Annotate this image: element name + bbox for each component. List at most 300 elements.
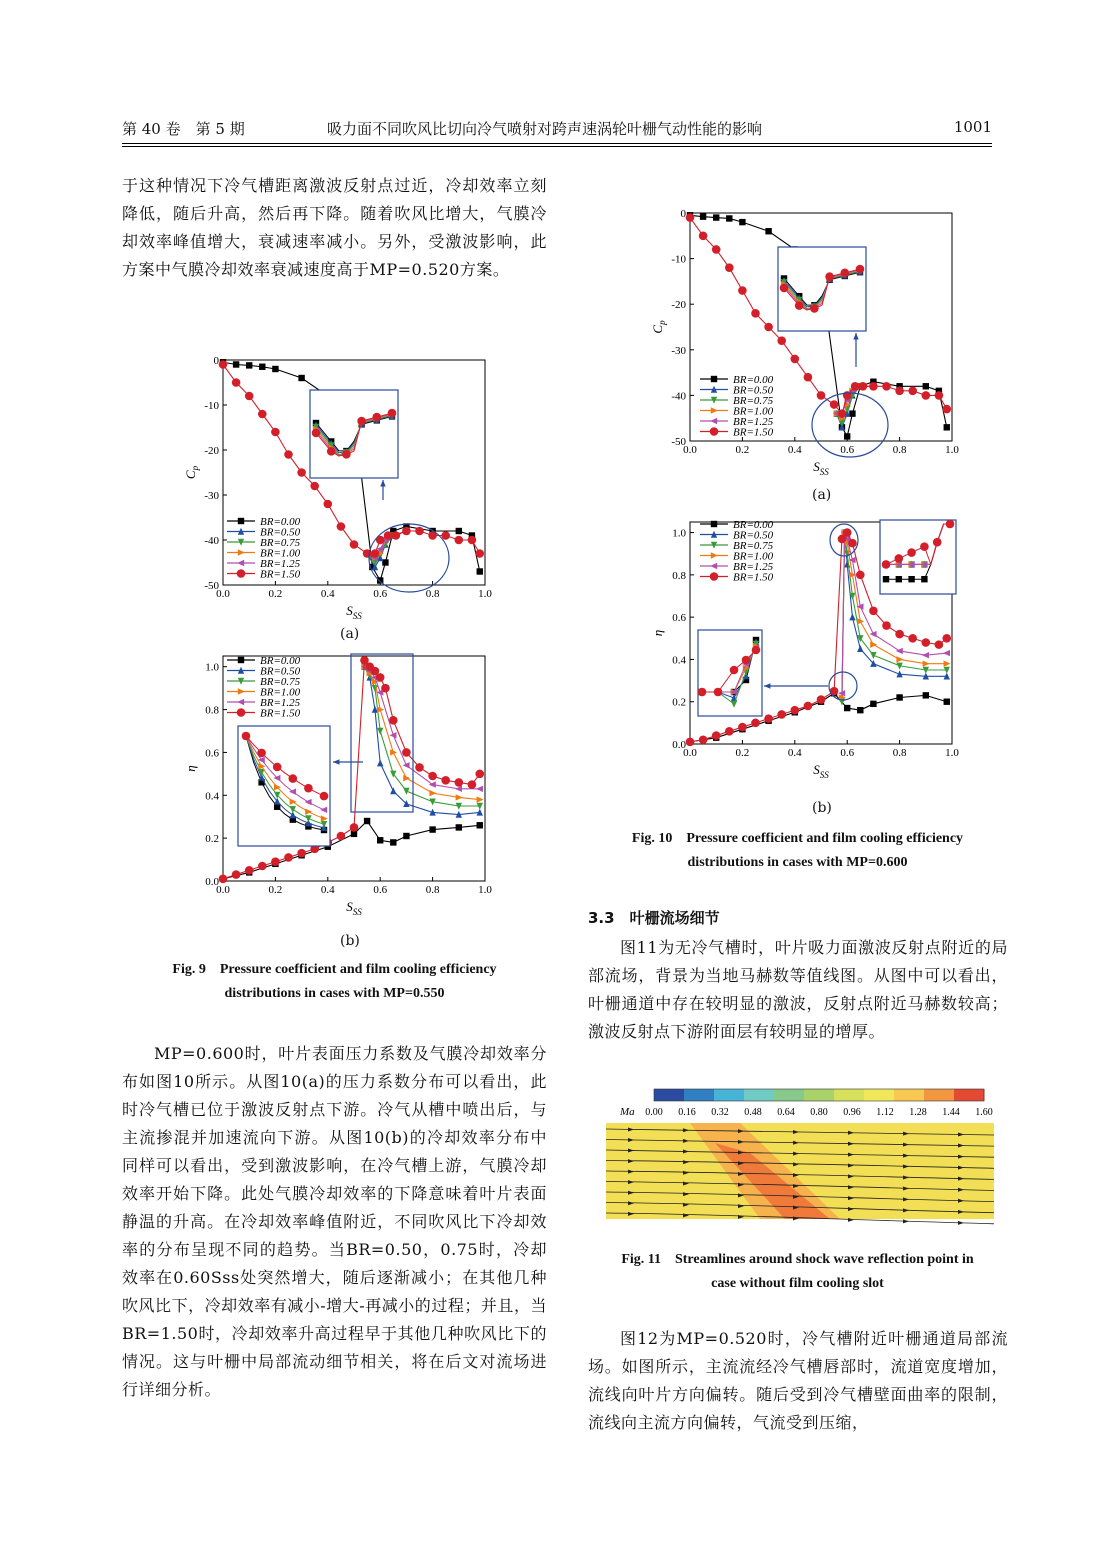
colorbar-segment [824,1089,835,1101]
data-point [475,549,484,558]
legend [227,655,301,720]
y-tick-label: 0.0 [205,876,219,888]
y-tick-label: 0.2 [205,833,219,846]
colorbar-segment [934,1089,945,1101]
x-tick-label: 1.0 [478,884,492,896]
legend-marker [710,572,719,581]
data-point [817,695,826,704]
data-point [324,500,333,509]
inset-point [388,409,397,418]
data-point [848,539,857,548]
paragraph-right-bottom: 图12为MP=0.520时，冷气槽附近叶栅通道局部流场。如图所示，主流流经冷气槽唇部时，流道宽度增加，流线向叶片方向偏转。随后受到冷气槽壁面曲率的限制，流线向主流方向偏转，气流受到压缩， [588,1329,1008,1432]
data-point [377,728,383,735]
data-point [337,832,346,841]
data-point [271,857,280,866]
colorbar-segment [804,1089,815,1101]
y-tick-label: -40 [671,390,686,403]
colorbar-segment [714,1089,725,1101]
colorbar-segment [894,1089,905,1101]
colorbar-tick: 0.16 [678,1107,696,1118]
x-tick-label: 0.0 [216,884,230,896]
colorbar-segment [864,1089,875,1101]
paragraph-left-top: 于这种情况下冷气槽距离激波反射点过近，冷却效率立刻降低，随后升高，然后再下降。随着吹风比增大，气膜冷却效率峰值增大，衰减速率减小。另外，受激波影响，此方案中气膜冷却效率衰减速度高于MP=0.520方案。 [122,176,547,279]
data-point [403,762,410,768]
legend-label: BR=1.00 [733,550,774,563]
fig9b-chart [165,648,505,938]
colorbar-tick: 0.00 [645,1107,663,1118]
y-tick-label: 0.4 [672,654,686,667]
data-point [712,731,721,740]
colorbar-segment [944,1089,955,1101]
data-point [402,748,411,757]
colorbar-segment [774,1089,785,1101]
data-point [849,410,855,416]
colorbar-segment [884,1089,895,1101]
data-point [725,727,734,736]
legend-label: BR=0.75 [260,676,301,688]
data-point [390,787,396,794]
x-tick-label: 0.4 [320,884,335,896]
data-point [245,866,254,875]
legend-marker [237,708,246,717]
data-point [896,656,903,662]
data-point [944,424,950,430]
y-tick-label: -10 [204,400,219,412]
data-point [284,450,293,459]
x-axis-label-sub: SS [819,467,829,477]
series-BR=0.50 [361,663,483,818]
data-point [804,373,813,382]
legend-label: BR=0.00 [733,519,774,531]
colorbar-segment [964,1089,975,1101]
colorbar-segment [794,1089,805,1101]
x-axis-label: $S_{SS}$ [813,459,829,477]
x-tick-label: 0.8 [892,747,907,759]
legend-marker [238,657,244,663]
data-point [725,263,734,272]
series-BR=1.25 [361,664,483,793]
y-tick-label: -30 [671,344,686,357]
legend-label: BR=1.00 [260,547,301,560]
legend-label: BR=1.50 [260,568,301,581]
inset-point [895,554,904,563]
inset-point [257,749,266,758]
data-point [923,660,930,666]
inset-point [730,666,739,675]
data-point [686,213,695,222]
legend-label: BR=0.00 [733,374,774,386]
colorbar-tick: 1.12 [876,1107,894,1118]
legend-label: BR=1.25 [260,558,301,570]
x-tick-label: 0.8 [425,588,440,600]
data-point [935,640,944,649]
data-point [258,410,267,419]
data-point [415,527,424,536]
data-point [908,387,917,396]
x-axis-label: $S_{SS}$ [813,762,829,780]
zoom-circle-2 [829,672,857,700]
y-tick-label: 0.6 [205,747,219,760]
data-point [245,392,254,401]
y-axis-label: η [650,629,665,637]
data-point [389,716,398,725]
legend-marker [710,563,717,569]
data-point [856,571,865,580]
inset-point [907,548,916,557]
colorbar-segment [784,1089,795,1101]
y-tick-label: 0 [680,208,686,220]
fig9-caption: Fig. 9 Pressure coefficient and film cooling efficiency distributions in cases with MP=0.550 [172,962,497,1001]
data-point [272,366,278,372]
colorbar-segment [854,1089,865,1101]
legend-marker [711,521,717,527]
fig9a-sublabel: (a) [340,626,360,642]
data-point [838,409,847,418]
legend-marker [711,407,718,413]
data-point [857,618,864,624]
x-tick-label: 1.0 [478,588,492,600]
x-tick-label: 0.0 [216,588,230,600]
data-point [943,650,950,656]
data-point [777,710,786,719]
journal-volume: 第 40 卷 第 5 期 [122,120,245,138]
data-point [258,862,267,871]
legend-label: BR=0.50 [260,665,301,678]
legend-marker [711,552,718,558]
colorbar-segment [844,1089,855,1101]
inset-point [810,304,819,313]
header-rule [122,143,992,147]
data-point [428,772,437,781]
data-point [870,652,876,659]
colorbar-segment [834,1089,845,1101]
data-point [712,245,721,254]
data-point [376,673,385,682]
y-tick-label: 0.6 [672,612,686,625]
data-point [857,645,863,652]
data-point [923,383,929,389]
colorbar-tick: 0.96 [843,1107,861,1118]
x-tick-label: 0.4 [320,588,335,600]
legend-label: BR=1.25 [733,561,774,573]
inset-box [880,520,956,594]
colorbar-segment [874,1089,885,1101]
legend-label: BR=1.25 [260,697,301,709]
legend-label: BR=0.50 [733,529,774,542]
data-point [403,775,410,781]
colorbar-label: Ma [620,1106,635,1118]
inset-point [908,576,914,582]
data-point [870,631,877,637]
y-tick-label: 0.8 [672,569,686,582]
data-point [429,790,436,796]
running-header [122,118,992,140]
legend-marker [238,549,245,555]
x-tick-label: 1.0 [945,747,959,759]
data-point [765,228,771,234]
legend-label: BR=0.50 [733,384,774,397]
data-point [477,822,483,828]
x-tick-label: 0.6 [840,747,855,759]
inset-point [856,265,865,274]
x-axis-label: $S_{SS}$ [346,899,362,917]
zoom-arrowhead [380,480,385,486]
data-point [870,701,876,707]
legend [700,374,774,439]
data-point [468,536,477,545]
legend-marker [710,418,717,424]
data-point [942,634,951,643]
colorbar-segment [734,1089,745,1101]
inset-point [289,774,298,783]
x-tick-label: 0.2 [735,444,750,456]
x-tick-label: 0.4 [787,747,802,759]
y-tick-label: -50 [671,436,686,448]
data-point [377,759,383,766]
data-point [382,559,388,565]
data-point [477,796,484,802]
data-point [791,706,800,715]
y-axis-label: $C_p$ [650,320,667,334]
data-point [441,531,450,540]
colorbar-segment [904,1089,915,1101]
y-axis-label-sub: p [657,320,667,325]
inset-point [896,576,902,582]
data-point [777,336,786,345]
inset-point [320,792,329,801]
data-point [219,875,228,884]
colorbar-segment [754,1089,765,1101]
data-point [895,387,904,396]
data-point [738,286,747,295]
data-point [882,382,891,391]
data-point [371,549,380,558]
data-point [232,870,241,879]
y-tick-label: -50 [204,580,219,592]
data-point [764,323,773,332]
legend-label: BR=1.50 [733,571,774,584]
data-point [364,818,370,824]
y-tick-label: 0.8 [205,704,219,717]
inset-point [946,520,955,529]
data-point [844,705,850,711]
y-tick-label: -20 [671,299,686,312]
y-tick-label: 0.2 [672,696,686,709]
data-point [830,400,839,409]
inset-point [882,560,891,569]
data-point [699,735,708,744]
colorbar-segment [694,1089,705,1101]
x-tick-label: 0.0 [683,747,697,759]
fig11-flowfield [600,1085,1000,1235]
inset-point [933,538,942,547]
data-point [944,660,951,666]
y-tick-label: -30 [204,490,219,502]
colorbar-tick: 1.28 [909,1107,927,1118]
data-point [390,749,397,755]
legend-marker [711,376,717,382]
legend-label: BR=1.00 [260,686,301,699]
inset-point [342,450,351,459]
inset-point [242,732,251,741]
legend-marker [238,518,244,524]
x-tick-label: 0.4 [787,444,802,456]
data-point [403,788,409,795]
data-point [804,702,813,711]
legend-label: BR=0.00 [260,516,301,528]
page-number: 1001 [953,118,992,136]
data-point [944,699,950,705]
inset-point [698,688,707,697]
colorbar-segment [724,1089,735,1101]
data-point [246,362,252,368]
data-point [337,522,346,531]
legend-marker [237,699,244,705]
x-axis-label-sub: SS [352,611,362,621]
data-point [857,707,863,713]
x-tick-label: 0.6 [840,444,855,456]
legend-label: BR=0.75 [733,395,774,407]
legend-marker [710,427,719,436]
colorbar-tick: 1.60 [975,1107,993,1118]
data-point [271,428,280,437]
legend-label: BR=0.00 [260,655,301,667]
legend-marker [237,569,246,578]
colorbar-segment [674,1089,685,1101]
x-axis-label: $S_{SS}$ [346,603,362,621]
legend-marker [237,560,244,566]
colorbar-segment [664,1089,675,1101]
legend-label: BR=0.50 [260,526,301,539]
data-point [377,837,383,843]
data-point [403,833,409,839]
inset-point [357,417,366,426]
zoom-arrowhead [764,683,770,688]
colorbar-segment [974,1089,985,1101]
fig9a-chart [165,340,505,640]
fig11-caption: Fig. 11 Streamlines around shock wave reflection point in case without film cooling slot [621,1252,974,1291]
inset-point [883,576,889,582]
inset-point [752,646,761,655]
data-point [350,823,359,832]
inset-point [921,576,927,582]
data-point [851,382,860,391]
data-point [392,531,401,540]
data-point [350,540,359,549]
x-tick-label: 0.2 [268,588,283,600]
legend-label: BR=0.75 [733,540,774,552]
data-point [726,215,732,221]
inset-point [920,542,929,551]
data-point [456,528,462,534]
data-point [219,360,228,369]
legend [700,519,774,584]
y-tick-label: -20 [204,445,219,457]
legend-label: BR=0.75 [260,537,301,549]
data-point [844,433,850,439]
colorbar-segment [814,1089,825,1101]
data-point [713,214,719,220]
data-point [455,778,464,787]
x-tick-label: 0.6 [373,884,388,896]
legend [227,516,301,581]
inset-point [273,763,282,772]
fig9b-sublabel: (b) [340,933,360,949]
colorbar-tick: 0.48 [744,1107,762,1118]
legend-label: BR=1.00 [733,405,774,418]
data-point [441,776,450,785]
data-point [942,405,951,414]
data-point [922,638,931,647]
paragraph-right-mid: 图11为无冷气槽时，叶片吸力面激波反射点附近的局部流场，背景为当地马赫数等值线图。从图中可以看出，叶栅通道中存在较明显的激波，反射点附近马赫数较高；激波反射点下游附面层有较明显的增厚。 [588,938,1008,1041]
x-axis-label-sub: SS [352,907,362,917]
data-point [390,839,396,845]
inset-point [742,656,751,665]
inset-point [373,413,382,422]
colorbar-tick: 0.80 [810,1107,828,1118]
fig10-caption: Fig. 10 Pressure coefficient and film cooling efficiency distributions in cases with MP=0.600 [631,831,964,870]
fig10b-chart [628,510,968,800]
data-point [751,309,760,318]
x-tick-label: 0.8 [425,884,440,896]
data-point [922,652,929,658]
data-point [476,786,483,792]
data-point [817,391,826,400]
running-title: 吸力面不同吹风比切向冷气喷射对跨声速涡轮叶栅气动性能的影响 [327,120,763,138]
data-point [896,694,902,700]
data-point [764,714,773,723]
legend-label: BR=1.50 [733,426,774,439]
inset-point [825,272,834,281]
y-tick-label: 0.0 [672,739,686,751]
data-point [843,391,852,400]
data-point [402,527,411,536]
inset-box-2 [698,630,762,716]
data-point [935,391,944,400]
y-tick-label: -40 [204,535,219,547]
data-point [429,826,435,832]
data-point [739,219,745,225]
data-point [869,607,878,616]
data-point [738,723,747,732]
y-tick-label: 0.4 [205,790,219,803]
fig10a-sublabel: (a) [812,487,832,503]
x-tick-label: 0.8 [892,444,907,456]
data-point [381,684,390,693]
zoom-arrowhead [333,759,339,764]
x-axis-label-sub: SS [819,770,829,780]
legend-marker [238,688,245,694]
data-point [456,794,463,800]
inset-point [714,688,723,697]
data-point [882,621,891,630]
data-point [751,719,760,728]
colorbar-tick: 0.64 [777,1107,795,1118]
fig10a-chart [628,195,968,485]
data-point [699,232,708,241]
inset-point [312,429,321,438]
x-tick-label: 0.6 [373,588,388,600]
data-point [922,391,931,400]
colorbar-tick: 0.32 [711,1107,729,1118]
inset-point [841,269,850,278]
colorbar-segment [654,1089,665,1101]
fig10b-sublabel: (b) [812,800,832,816]
data-point [475,770,484,779]
paragraph-left-bottom: MP=0.600时，叶片表面压力系数及气膜冷却效率分布如图10所示。从图10(a)的压力系数分布可以看出，此时冷气槽已位于激波反射点下游。冷气从槽中喷出后，与主流掺混并加速流向下游。从图10(b)的冷却效率分布中同样可以看出，受到激波影响，在冷气槽上游，气膜冷却效率开始下降。此处气膜冷却效率的下降意味着叶片表面静温的升高。在冷却效率峰值附近，不同吹风比下冷却效率的分布呈现不同的趋势。当BR=0.50，0.75时，冷却效率在0.60Sss处突然增大，随后逐渐减小；在其他几种吹风比下，冷却效率有减小-增大-再减小的过程；并且，当BR=1.50时，冷却效率升高过程早于其他几种吹风比下的情况。这与叶栅中局部流动细节相关，将在后文对流场进行详细分析。 [122,1044,547,1399]
data-point [700,213,706,219]
blade-surface [606,1219,994,1233]
